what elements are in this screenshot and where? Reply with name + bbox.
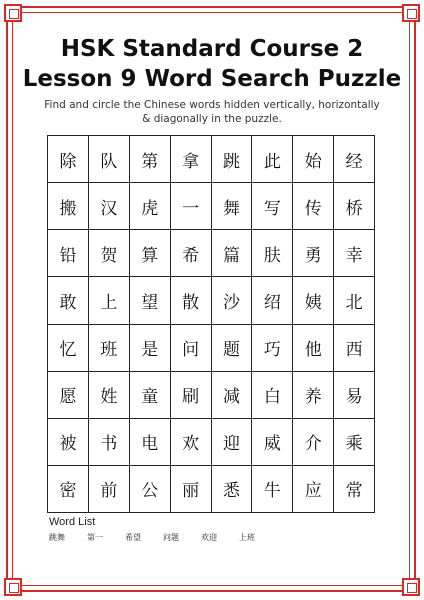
page-title-line-2: Lesson 9 Word Search Puzzle — [22, 66, 402, 92]
grid-cell[interactable]: 介 — [293, 419, 334, 466]
grid-cell[interactable]: 应 — [293, 466, 334, 513]
word-list-item: 希望 — [125, 533, 141, 542]
grid-cell[interactable]: 密 — [48, 466, 89, 513]
grid-cell[interactable]: 书 — [89, 419, 130, 466]
grid-cell[interactable]: 常 — [334, 466, 375, 513]
grid-cell[interactable]: 肤 — [252, 230, 293, 277]
grid-cell[interactable]: 上 — [89, 277, 130, 324]
grid-cell[interactable]: 舞 — [212, 183, 253, 230]
grid-cell[interactable]: 忆 — [48, 325, 89, 372]
grid-cell[interactable]: 姨 — [293, 277, 334, 324]
grid-cell[interactable]: 欢 — [171, 419, 212, 466]
word-list-item: 欢迎 — [201, 533, 217, 542]
grid-cell[interactable]: 贺 — [89, 230, 130, 277]
grid-cell[interactable]: 铅 — [48, 230, 89, 277]
word-list-item: 跳舞 — [49, 533, 65, 542]
grid-cell[interactable]: 题 — [212, 325, 253, 372]
grid-cell[interactable]: 班 — [89, 325, 130, 372]
grid-cell[interactable]: 望 — [130, 277, 171, 324]
grid-cell[interactable]: 是 — [130, 325, 171, 372]
corner-ornament-top-left — [4, 4, 22, 22]
grid-cell[interactable]: 牛 — [252, 466, 293, 513]
grid-cell[interactable]: 幸 — [334, 230, 375, 277]
grid-cell[interactable]: 他 — [293, 325, 334, 372]
grid-cell[interactable]: 搬 — [48, 183, 89, 230]
grid-cell[interactable]: 丽 — [171, 466, 212, 513]
grid-cell[interactable]: 绍 — [252, 277, 293, 324]
grid-cell[interactable]: 一 — [171, 183, 212, 230]
grid-cell[interactable]: 愿 — [48, 372, 89, 419]
grid-cell[interactable]: 第 — [130, 136, 171, 183]
corner-ornament-bottom-right — [402, 578, 420, 596]
page-title-line-1: HSK Standard Course 2 — [60, 36, 364, 62]
grid-cell[interactable]: 除 — [48, 136, 89, 183]
grid-cell[interactable]: 刷 — [171, 372, 212, 419]
word-list-title: Word List — [49, 516, 96, 528]
grid-cell[interactable]: 西 — [334, 325, 375, 372]
grid-cell[interactable]: 写 — [252, 183, 293, 230]
grid-cell[interactable]: 虎 — [130, 183, 171, 230]
grid-cell[interactable]: 姓 — [89, 372, 130, 419]
grid-cell[interactable]: 经 — [334, 136, 375, 183]
grid-cell[interactable]: 巧 — [252, 325, 293, 372]
grid-cell[interactable]: 电 — [130, 419, 171, 466]
grid-cell[interactable]: 悉 — [212, 466, 253, 513]
grid-cell[interactable]: 桥 — [334, 183, 375, 230]
grid-cell[interactable]: 易 — [334, 372, 375, 419]
grid-cell[interactable]: 散 — [171, 277, 212, 324]
word-list — [49, 532, 255, 543]
grid-cell[interactable]: 始 — [293, 136, 334, 183]
grid-cell[interactable]: 减 — [212, 372, 253, 419]
grid-cell[interactable]: 希 — [171, 230, 212, 277]
grid-cell[interactable]: 迎 — [212, 419, 253, 466]
grid-cell[interactable]: 前 — [89, 466, 130, 513]
grid-cell[interactable]: 被 — [48, 419, 89, 466]
corner-ornament-bottom-left — [4, 578, 22, 596]
grid-cell[interactable]: 养 — [293, 372, 334, 419]
instructions: Find and circle the Chinese words hidden vertically, horizontally & diagonally in the puzzle. — [44, 99, 380, 125]
grid-cell[interactable]: 沙 — [212, 277, 253, 324]
grid-cell[interactable]: 此 — [252, 136, 293, 183]
grid-cell[interactable]: 问 — [171, 325, 212, 372]
grid-cell[interactable]: 跳 — [212, 136, 253, 183]
grid-cell[interactable]: 勇 — [293, 230, 334, 277]
word-list-item: 问题 — [163, 533, 179, 542]
grid-cell[interactable]: 公 — [130, 466, 171, 513]
grid-cell[interactable]: 童 — [130, 372, 171, 419]
grid-cell[interactable]: 汉 — [89, 183, 130, 230]
grid-cell[interactable]: 篇 — [212, 230, 253, 277]
word-list-item: 上班 — [239, 533, 255, 542]
grid-cell[interactable]: 白 — [252, 372, 293, 419]
grid-cell[interactable]: 敢 — [48, 277, 89, 324]
corner-ornament-top-right — [402, 4, 420, 22]
grid-cell[interactable]: 算 — [130, 230, 171, 277]
grid-cell[interactable]: 乘 — [334, 419, 375, 466]
word-list-item: 第一 — [87, 533, 103, 542]
grid-cell[interactable]: 拿 — [171, 136, 212, 183]
grid-cell[interactable]: 威 — [252, 419, 293, 466]
grid-cell[interactable]: 北 — [334, 277, 375, 324]
grid-cell[interactable]: 队 — [89, 136, 130, 183]
word-search-grid — [47, 135, 375, 513]
grid-cell[interactable]: 传 — [293, 183, 334, 230]
